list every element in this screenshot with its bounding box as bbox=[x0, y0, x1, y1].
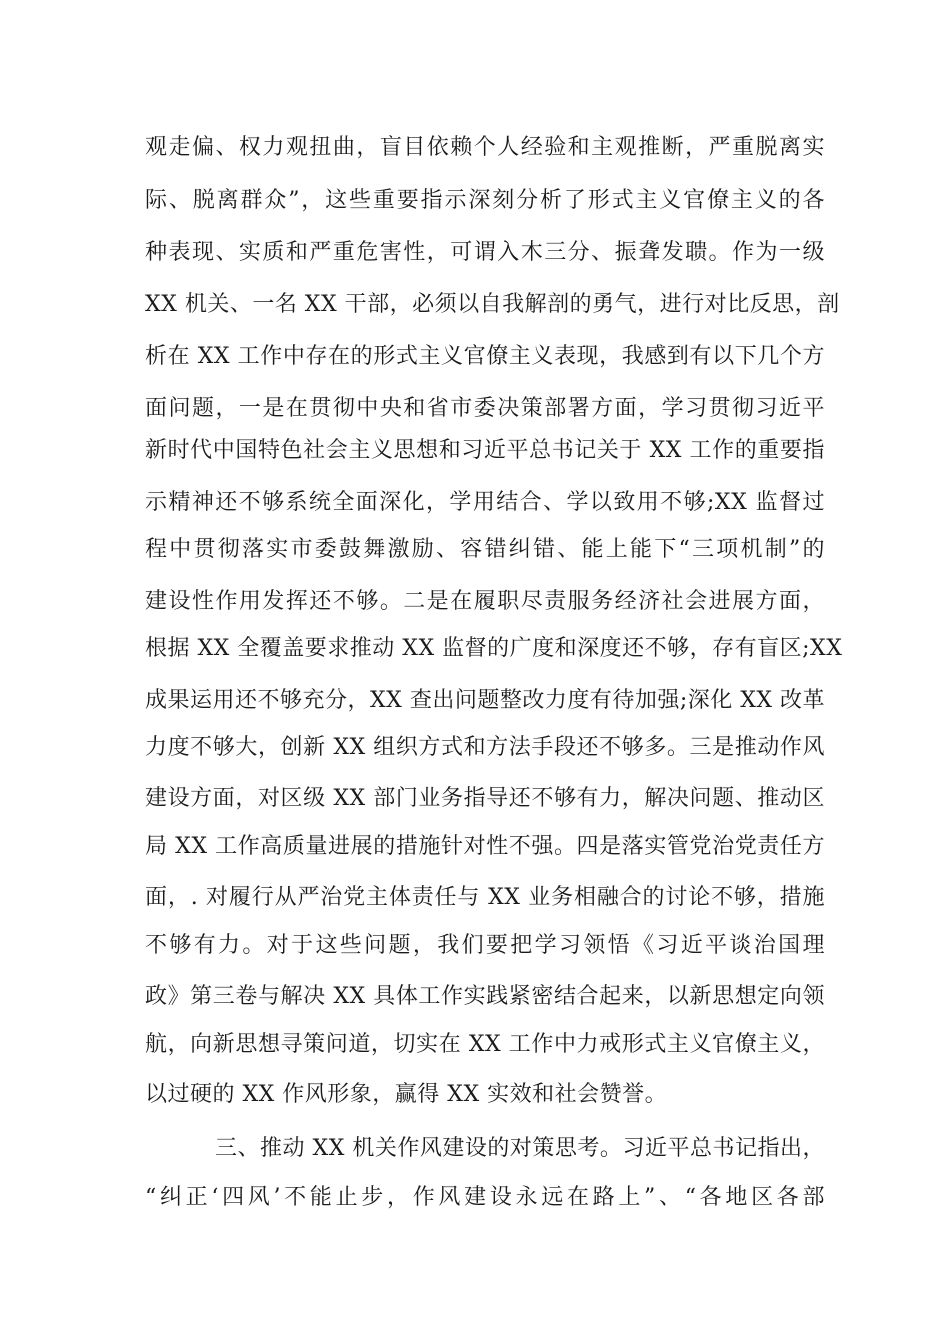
text-line: 析在 XX 工作中存在的形式主义官僚主义表现，我感到有以下几个方 bbox=[145, 344, 825, 369]
text-line: 航，向新思想寻策问道，切实在 XX 工作中力戒形式主义官僚主义， bbox=[145, 1032, 825, 1057]
text-line: 政》第三卷与解决 XX 具体工作实践紧密结合起来，以新思想定向领 bbox=[145, 984, 825, 1009]
text-line: 以过硬的 XX 作风形象，赢得 XX 实效和社会赞誉。 bbox=[145, 1082, 668, 1107]
text-line: 观走偏、权力观扭曲，盲目依赖个人经验和主观推断，严重脱离实 bbox=[145, 135, 825, 160]
text-line: 程中贯彻落实市委鼓舞激励、容错纠错、能上能下“三项机制”的 bbox=[145, 537, 825, 562]
text-line: 三、推动 XX 机关作风建设的对策思考。习近平总书记指出， bbox=[215, 1136, 825, 1161]
text-line: 建设性作用发挥还不够。二是在履职尽责服务经济社会进展方面， bbox=[145, 589, 825, 614]
text-line: 示精神还不够系统全面深化，学用结合、学以致用不够;XX 监督过 bbox=[145, 490, 825, 515]
text-line: 种表现、实质和严重危害性，可谓入木三分、振聋发聩。作为一级 bbox=[145, 240, 825, 265]
text-line: 建设方面，对区级 XX 部门业务指导还不够有力，解决问题、推动区 bbox=[145, 786, 825, 811]
text-line: 根据 XX 全覆盖要求推动 XX 监督的广度和深度还不够，存有盲区;XX bbox=[145, 636, 843, 661]
text-line: 面，. 对履行从严治党主体责任与 XX 业务相融合的讨论不够，措施 bbox=[145, 885, 825, 910]
text-line: 面问题，一是在贯彻中央和省市委决策部署方面，学习贯彻习近平 bbox=[145, 396, 825, 421]
text-line: 成果运用还不够充分，XX 查出问题整改力度有待加强;深化 XX 改革 bbox=[145, 688, 826, 713]
text-line: 力度不够大，创新 XX 组织方式和方法手段还不够多。三是推动作风 bbox=[145, 735, 825, 760]
text-line: 不够有力。对于这些问题，我们要把学习领悟《习近平谈治国理 bbox=[145, 933, 825, 958]
text-line: XX 机关、一名 XX 干部，必须以自我解剖的勇气，进行对比反思，剖 bbox=[145, 292, 840, 317]
text-line: 际、脱离群众”，这些重要指示深刻分析了形式主义官僚主义的各 bbox=[145, 188, 825, 213]
text-line: “纠正‘四风’不能止步，作风建设永远在路上”、“各地区各部 bbox=[145, 1185, 825, 1210]
text-line: 局 XX 工作高质量进展的措施针对性不强。四是落实管党治党责任方 bbox=[145, 834, 825, 859]
text-line: 新时代中国特色社会主义思想和习近平总书记关于 XX 工作的重要指 bbox=[145, 438, 825, 463]
